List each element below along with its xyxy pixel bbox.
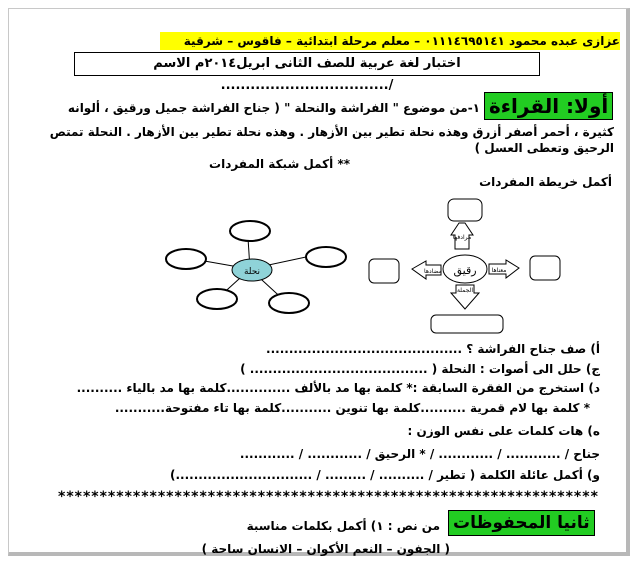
left-answer-box[interactable]: [369, 259, 399, 283]
web-bubble[interactable]: [166, 249, 206, 269]
label-antonym: مضادها: [424, 268, 442, 275]
label-meaning: معناها: [491, 267, 507, 274]
vocab-web-diagram: [160, 208, 360, 328]
web-center-word: نحلة: [243, 267, 261, 277]
web-bubble[interactable]: [269, 293, 309, 313]
question-d: د) استخرج من الفقرة السابقة :* كلمة بها مد بالألف ..............كلمة بها مد بالياء ..........: [76, 381, 600, 395]
center-word: رقيق: [453, 264, 477, 277]
question-h-row: جناح / ............ / ............ / * الرحيق / ............ / ............: [239, 447, 600, 461]
web-bubble[interactable]: [197, 289, 237, 309]
label-sentence: الجملة: [456, 287, 474, 294]
section-divider: *****************************************************************: [58, 489, 599, 505]
question-j: ج) حلل الى أصوات : النحلة ( ....................................... ): [240, 362, 600, 376]
reading-line-3: الرحيق وتعطى العسل ): [474, 141, 614, 155]
memorized-heading: ثانيا المحفوظات: [448, 510, 595, 536]
exam-title: اختبار لغة عربية للصف الثانى ابريل٢٠١٤م الاسم /..................................: [74, 52, 540, 76]
reading-line-2: كثيرة ، أحمر أصفر أزرق وهذه نحلة تطير بين الأزهار . وهذه نحلة تطير بين الأزهار . النحلة تمتص: [49, 125, 614, 139]
question-h: ه) هات كلمات على نفس الوزن :: [407, 424, 600, 438]
memorized-words: ( الجفون – النعم الأكوان – الانسان ساحة ): [201, 542, 450, 556]
question-w: و) أكمل عائلة الكلمة ( تطير / .......... / ......... / ..............................): [170, 468, 600, 482]
teacher-info: عزازى عبده محمود ٠١١١٤٦٩٥١٤١ – معلم مرحلة ابتدائية – فاقوس – شرقية: [160, 32, 620, 50]
right-answer-box[interactable]: [530, 256, 560, 280]
task-vocab-grid: ** أكمل شبكة المفردات: [209, 157, 350, 171]
question-d2: * كلمة بها لام قمرية ..........كلمة بها تنوين ...........كلمة بها تاء مفتوحة...........: [114, 401, 590, 415]
label-synonym: مرادفها: [452, 234, 472, 241]
top-answer-box[interactable]: [448, 199, 482, 221]
web-bubble[interactable]: [306, 247, 346, 267]
web-bubble[interactable]: [230, 221, 270, 241]
task-vocab-map: أكمل خريطة المفردات: [479, 175, 612, 189]
question-a: أ) صف جناح الفراشة ؟ ...........................................: [266, 342, 600, 356]
bottom-answer-box[interactable]: [431, 315, 503, 333]
reading-heading: أولا: القراءة: [484, 92, 613, 120]
reading-intro: ١-من موضوع " الفراشة والنحلة " ( جناح الفراشة جميل ورقيق ، ألوانه: [67, 101, 480, 115]
vocab-map-diagram: [355, 192, 570, 342]
memorized-task: من نص : ١) أكمل بكلمات مناسبة: [246, 519, 440, 533]
